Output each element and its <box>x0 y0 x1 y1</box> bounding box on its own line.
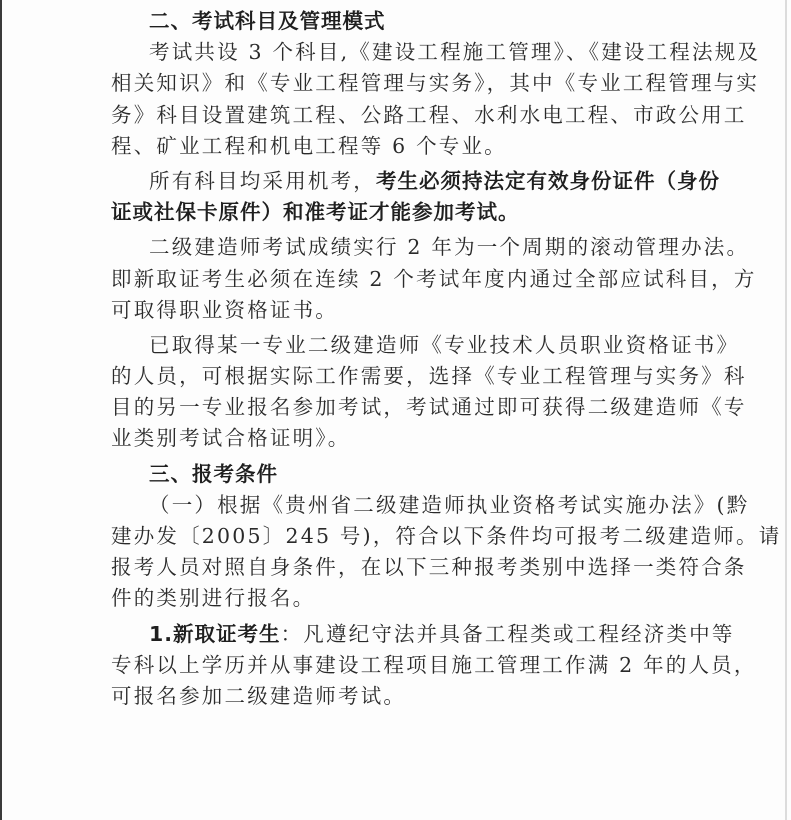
section-heading-exam-subjects: 二、考试科目及管理模式 <box>149 9 386 33</box>
paragraph-line: （一）根据《贵州省二级建造师执业资格考试实施办法》(黔 <box>149 492 750 517</box>
page-left-border <box>0 0 2 820</box>
normal-text: ：凡遵纪守法并具备工程类或工程经济类中等 <box>280 621 735 646</box>
paragraph-line: 建办发〔2005〕245 号)，符合以下条件均可报考二级建造师。请 <box>111 524 782 548</box>
paragraph-line: 务》科目设置建筑工程、公路工程、水利水电工程、市政公用工 <box>111 102 747 127</box>
paragraph-line: 即新取证考生必须在连续 2 个考试年度内通过全部应试科目，方 <box>111 266 757 291</box>
bold-id-requirement-cont: 证或社保卡原件）和准考证才能参加考试。 <box>111 200 520 225</box>
document-body <box>111 6 782 712</box>
normal-text: 所有科目均采用机考， <box>149 168 376 193</box>
bold-label-new-candidate: 1.新取证考生 <box>149 621 281 646</box>
paragraph-line: 专科以上学历并从事建设工程项目施工管理工作满 2 年的人员， <box>111 652 757 677</box>
paragraph-line: 相关知识》和《专业工程管理与实务》，其中《专业工程管理与实 <box>111 71 760 96</box>
paragraph-line: 的人员，可根据实际工作需要，选择《专业工程管理与实务》科 <box>111 364 747 389</box>
paragraph-line: 可报名参加二级建造师考试。 <box>111 683 407 708</box>
page-right-border <box>785 0 787 820</box>
paragraph-line-new-candidate <box>111 619 735 650</box>
paragraph-line: 二级建造师考试成绩实行 2 年为一个周期的滚动管理办法。 <box>149 235 750 260</box>
paragraph-line: 报考人员对照自身条件，在以下三种报考类别中选择一类符合条 <box>111 555 747 580</box>
section-heading-registration-conditions: 三、报考条件 <box>149 461 278 486</box>
paragraph-line: 件的类别进行报名。 <box>111 586 316 611</box>
paragraph-line: 程、矿业工程和机电工程等 6 个专业。 <box>111 133 507 158</box>
paragraph-line: 目的另一专业报名参加考试，考试通过即可获得二级建造师《专 <box>111 395 747 420</box>
paragraph-line-computer-exam <box>111 166 720 197</box>
paragraph-line: 考试共设 3 个科目,《建设工程施工管理》、《建设工程法规及 <box>149 40 761 65</box>
paragraph-line: 已取得某一专业二级建造师《专业技术人员职业资格证书》 <box>149 332 740 357</box>
paragraph-line: 业类别考试合格证明》。 <box>111 426 351 451</box>
paragraph-line: 可取得职业资格证书。 <box>111 297 338 322</box>
bold-id-requirement: 考生必须持法定有效身份证件（身份 <box>376 168 720 193</box>
